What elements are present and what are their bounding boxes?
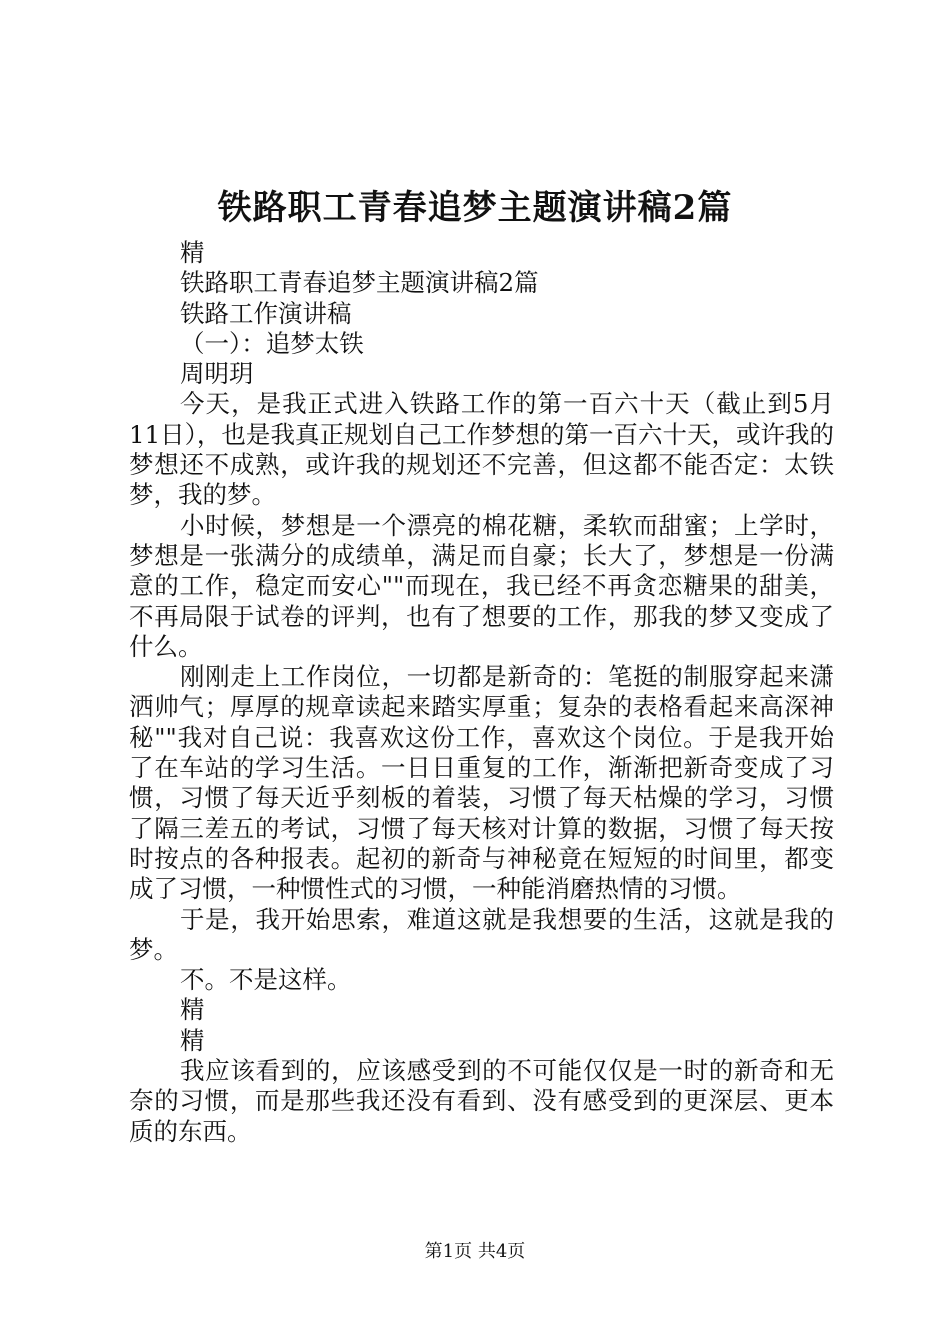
document-body bbox=[129, 238, 834, 1147]
header-fragment: 精 bbox=[180, 995, 205, 1025]
section-heading: （一）：追梦太铁 bbox=[180, 328, 364, 358]
paragraph: 今天，是我正式进入铁路工作的第一百六十天（截止到5月11日），也是我真正规划自己工作梦想的第一百六十天，或许我的梦想还不成熟，或许我的规划还不完善，但这都不能否定：太铁梦，我的梦。 bbox=[129, 389, 834, 510]
page-footer: 第1页 共4页 bbox=[424, 1241, 526, 1262]
paragraph: 小时候，梦想是一个漂亮的棉花糖，柔软而甜蜜；上学时，梦想是一张满分的成绩单，满足而自豪；长大了，梦想是一份满意的工作，稳定而安心""而现在，我已经不再贪恋糖果的甜美，不再局限于试卷的评判，也有了想要的工作，那我的梦又变成了什么。 bbox=[129, 510, 834, 661]
paragraph: 于是，我开始思索，难道这就是我想要的生活，这就是我的梦。 bbox=[129, 904, 834, 964]
header-fragment: 精 bbox=[180, 1025, 205, 1055]
paragraph: 刚刚走上工作岗位，一切都是新奇的：笔挺的制服穿起来潇洒帅气；厚厚的规章读起来踏实厚重；复杂的表格看起来高深神秘""我对自己说：我喜欢这份工作，喜欢这个岗位。于是我开始了在车站的学习生活。一日日重复的工作，渐渐把新奇变成了习惯，习惯了每天近乎刻板的着装，习惯了每天枯燥的学习，习惯了隔三差五的考试，习惯了每天核对计算的数据，习惯了每天按时按点的各种报表。起初的新奇与神秘竟在短短的时间里，都变成了习惯，一种惯性式的习惯，一种能消磨热情的习惯。 bbox=[129, 662, 834, 904]
subtitle-line: 铁路职工青春追梦主题演讲稿2篇 bbox=[180, 268, 539, 298]
document-title: 铁路职工青春追梦主题演讲稿2篇 bbox=[217, 188, 733, 228]
category-line: 铁路工作演讲稿 bbox=[180, 298, 352, 328]
author-name: 周明玥 bbox=[180, 359, 254, 389]
short-line: 不。不是这样。 bbox=[180, 965, 352, 995]
header-fragment: 精 bbox=[180, 238, 205, 267]
paragraph: 我应该看到的，应该感受到的不可能仅仅是一时的新奇和无奈的习惯，而是那些我还没有看到、没有感受到的更深层、更本质的东西。 bbox=[129, 1056, 834, 1146]
